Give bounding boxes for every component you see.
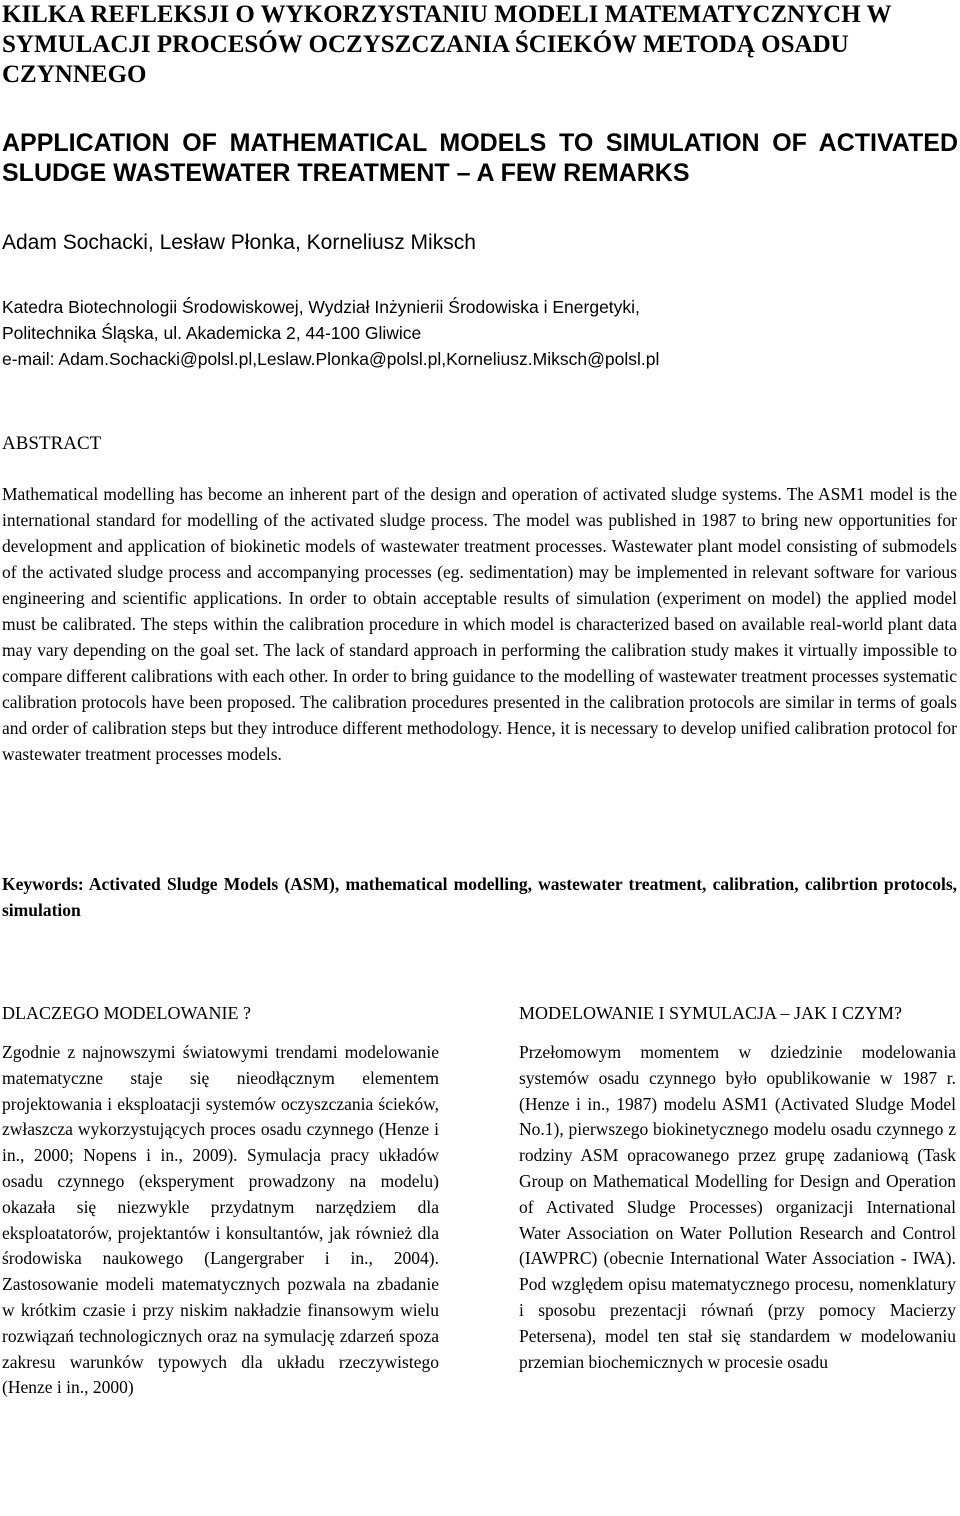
affiliation [2,294,958,372]
authors: Adam Sochacki, Lesław Płonka, Korneliusz Miksch [2,231,476,254]
email-line: e-mail: Adam.Sochacki@polsl.pl,Leslaw.Plonka@polsl.pl,Korneliusz.Miksch@polsl.pl [2,349,660,369]
abstract-heading: ABSTRACT [2,433,102,454]
section-text-right: Przełomowym momentem w dziedzinie modelowania systemów osadu czynnego było opublikowanie w 1987 r. (Henze i in., 1987) modelu ASM1 (Activated Sludge Model No.1), pierwszego biokinetycznego modelu osadu czynnego z rodziny ASM opracowanego przez grupę zadaniową (Task Group on Mathematical Modelling for Design and Operation of Activated Sludge Processes) organizacji International Water Association on Water Pollution Research and Control (IAWPRC) (obecnie International Water Association - IWA). Pod względem opisu matematycznego procesu, nomenklatury i sposobu prezentacji równań (przy pomocy Macierzy Petersena), model ten stał się standardem w modelowaniu przemian biochemicznych w procesie osadu [519,1042,956,1372]
title-english: APPLICATION OF MATHEMATICAL MODELS TO SIMULATION OF ACTIVATED SLUDGE WASTEWATER TREATMENT – A FEW REMARKS [2,129,958,187]
abstract-text: Mathematical modelling has become an inherent part of the design and operation of activated sludge systems. The ASM1 model is the international standard for modelling of the activated sludge process. The model was published in 1987 to bring new opportunities for development and application of biokinetic models of wastewater treatment processes. Wastewater plant model consisting of submodels of the activated sludge process and accompanying processes (eg. sedimentation) may be implemented in relevant software for various engineering and scientific applications. In order to obtain acceptable results of simulation (experiment on model) the applied model must be calibrated. The steps within the calibration procedure in which model is characterized based on available real-world plant data may vary depending on the goal set. The lack of standard approach in performing the calibration study makes it virtually impossible to compare different calibrations with each other. In order to bring guidance to the modelling of wastewater treatment processes systematic calibration protocols have been proposed. The calibration procedures presented in the calibration protocols are similar in terms of goals and order of calibration steps but they introduce different methodology. Hence, it is necessary to develop unified calibration protocol for wastewater treatment processes models. [2,484,957,764]
affiliation-line-2: Politechnika Śląska, ul. Akademicka 2, 44-100 Gliwice [2,323,422,343]
section-heading-left: DLACZEGO MODELOWANIE ? [2,1003,251,1023]
right-column [519,1000,956,1375]
affiliation-line-1: Katedra Biotechnologii Środowiskowej, Wydział Inżynierii Środowiska i Energetyki, [2,297,640,317]
section-text-left: Zgodnie z najnowszymi światowymi trendami modelowanie matematyczne staje się nieodłącznym elementem projektowania i eksploatacji systemów oczyszczania ścieków, zwłaszcza wykorzystujących proces osadu czynnego (Henze i in., 2000; Nopens i in., 2009). Symulacja pracy układów osadu czynnego (eksperyment prowadzony na modelu) okazała się niezwykle przydatnym narzędziem dla eksploatatorów, projektantów i konsultantów, jak również dla środowiska naukowego (Langergraber i in., 2004). Zastosowanie modeli matematycznych pozwala na zbadanie w krótkim czasie i przy niskim nakładzie finansowym wielu rozwiązań technologicznych oraz na symulację zdarzeń spoza zakresu warunków typowych dla układu rzeczywistego (Henze i in., 2000) [2,1042,439,1398]
left-column [2,1000,439,1401]
keywords: Keywords: Activated Sludge Models (ASM), mathematical modelling, wastewater treatment, calibration, calibrtion protocols, simulation [2,874,957,920]
title-polish: KILKA REFLEKSJI O WYKORZYSTANIU MODELI MATEMATYCZNYCH W SYMULACJI PROCESÓW OCZYSZCZANIA ŚCIEKÓW METODĄ OSADU CZYNNEGO [2,1,892,88]
section-heading-right: MODELOWANIE I SYMULACJA – JAK I CZYM? [519,1003,902,1023]
